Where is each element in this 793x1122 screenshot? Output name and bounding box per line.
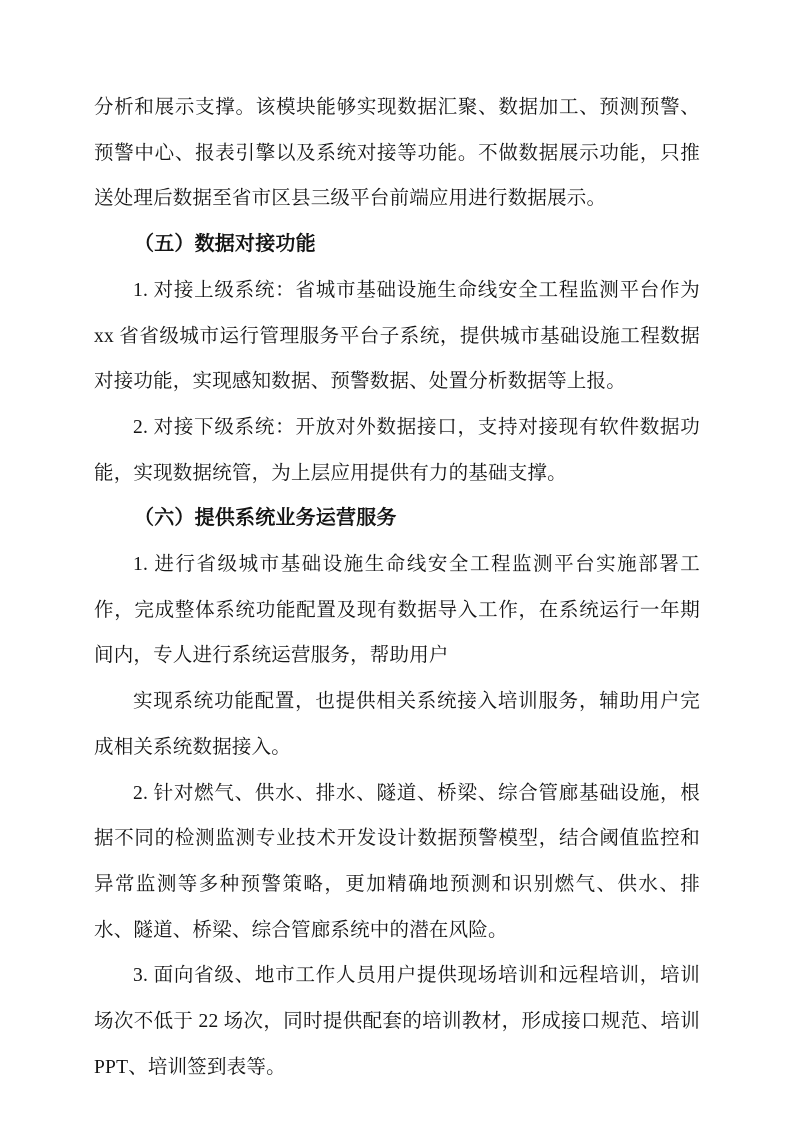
section-heading-5: （五）数据对接功能 (134, 233, 316, 256)
paragraph-deployment-service: 1. 进行省级城市基础设施生命线安全工程监测平台实施部署工作，完成整体系统功能配置及现有数据导入工作，在系统运行一年期间内，专人进行系统运营服务，帮助用户 (94, 554, 700, 667)
paragraph-upstream-integration: 1. 对接上级系统：省城市基础设施生命线安全工程监测平台作为 xx 省省级城市运行管理服务平台子系统，提供城市基础设施工程数据对接功能，实现感知数据、预警数据、处置分析数据等上报。 (94, 279, 700, 393)
paragraph-downstream-integration: 2. 对接下级系统：开放对外数据接口，支持对接现有软件数据功能，实现数据统管，为上层应用提供有力的基础支撑。 (94, 416, 700, 484)
section-heading-6: （六）提供系统业务运营服务 (134, 507, 397, 530)
paragraph-config-training: 实现系统功能配置，也提供相关系统接入培训服务，辅助用户完成相关系统数据接入。 (94, 691, 700, 758)
paragraph-continuation: 分析和展示支撑。该模块能够实现数据汇聚、数据加工、预测预警、预警中心、报表引擎以及系统对接等功能。不做数据展示功能，只推送处理后数据至省市区县三级平台前端应用进行数据展示。 (94, 97, 700, 210)
paragraph-training-sessions: 3. 面向省级、地市工作人员用户提供现场培训和远程培训，培训场次不低于 22 场次，同时提供配套的培训教材，形成接口规范、培训 PPT、培训签到表等。 (94, 965, 700, 1078)
paragraph-warning-models: 2. 针对燃气、供水、排水、隧道、桥梁、综合管廊基础设施，根据不同的检测监测专业技术开发设计数据预警模型，结合阈值监控和异常监测等多种预警策略，更加精确地预测和识别燃气、供水、排水、隧道、桥梁、综合管廊系统中的潜在风险。 (94, 782, 700, 941)
